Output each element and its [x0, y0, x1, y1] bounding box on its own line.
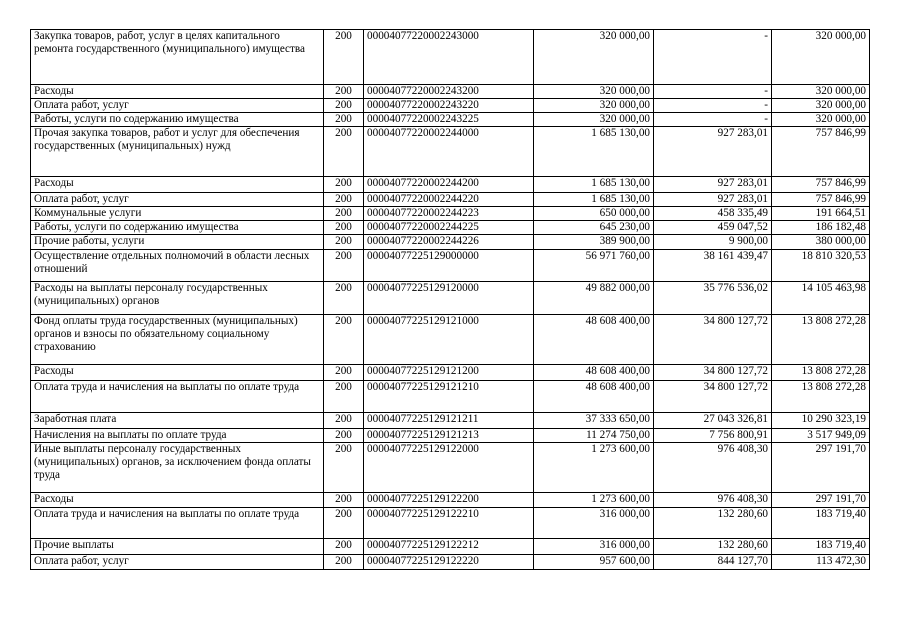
row-approved-amount: 1 685 130,00 [534, 127, 654, 177]
row-name: Оплата работ, услуг [31, 555, 324, 570]
row-line-code: 200 [324, 250, 364, 282]
row-executed-amount: 34 800 127,72 [654, 315, 772, 365]
row-approved-amount: 1 273 600,00 [534, 493, 654, 508]
row-budget-code: 00004077220002244223 [364, 207, 534, 221]
row-name: Прочая закупка товаров, работ и услуг для обеспечения государственных (муниципальных) нужд [31, 127, 324, 177]
row-name: Оплата работ, услуг [31, 99, 324, 113]
row-line-code: 200 [324, 282, 364, 315]
row-line-code: 200 [324, 193, 364, 207]
row-executed-amount: 132 280,60 [654, 539, 772, 555]
row-approved-amount: 48 608 400,00 [534, 365, 654, 381]
row-remaining-amount: 113 472,30 [772, 555, 870, 570]
row-executed-amount: - [654, 113, 772, 127]
row-approved-amount: 1 685 130,00 [534, 193, 654, 207]
row-line-code: 200 [324, 99, 364, 113]
row-remaining-amount: 757 846,99 [772, 193, 870, 207]
row-name: Расходы [31, 177, 324, 193]
row-remaining-amount: 183 719,40 [772, 539, 870, 555]
row-budget-code: 00004077225129121200 [364, 365, 534, 381]
row-budget-code: 00004077220002244226 [364, 235, 534, 250]
row-budget-code: 00004077225129122000 [364, 443, 534, 493]
table-row [31, 177, 870, 193]
row-name: Иные выплаты персоналу государственных (муниципальных) органов, за исключением фонда оплаты труда [31, 443, 324, 493]
table-body [31, 30, 870, 570]
row-remaining-amount: 297 191,70 [772, 443, 870, 493]
row-approved-amount: 48 608 400,00 [534, 315, 654, 365]
row-budget-code: 00004077225129122212 [364, 539, 534, 555]
row-approved-amount: 320 000,00 [534, 30, 654, 85]
row-executed-amount: - [654, 99, 772, 113]
row-name: Работы, услуги по содержанию имущества [31, 221, 324, 235]
row-line-code: 200 [324, 30, 364, 85]
row-approved-amount: 48 608 400,00 [534, 381, 654, 413]
row-approved-amount: 1 273 600,00 [534, 443, 654, 493]
row-approved-amount: 37 333 650,00 [534, 413, 654, 429]
row-budget-code: 00004077225129122220 [364, 555, 534, 570]
row-executed-amount: 7 756 800,91 [654, 429, 772, 443]
row-executed-amount: 9 900,00 [654, 235, 772, 250]
row-approved-amount: 650 000,00 [534, 207, 654, 221]
row-budget-code: 00004077220002244000 [364, 127, 534, 177]
row-executed-amount: 927 283,01 [654, 127, 772, 177]
row-remaining-amount: 757 846,99 [772, 177, 870, 193]
row-budget-code: 00004077225129122200 [364, 493, 534, 508]
row-budget-code: 00004077225129121213 [364, 429, 534, 443]
table-row [31, 30, 870, 85]
row-budget-code: 00004077220002244220 [364, 193, 534, 207]
table-row [31, 508, 870, 539]
row-remaining-amount: 13 808 272,28 [772, 381, 870, 413]
row-line-code: 200 [324, 113, 364, 127]
row-budget-code: 00004077225129122210 [364, 508, 534, 539]
row-line-code: 200 [324, 381, 364, 413]
row-executed-amount: 27 043 326,81 [654, 413, 772, 429]
table-row [31, 250, 870, 282]
row-approved-amount: 320 000,00 [534, 113, 654, 127]
table-row [31, 99, 870, 113]
row-name: Работы, услуги по содержанию имущества [31, 113, 324, 127]
row-executed-amount: 132 280,60 [654, 508, 772, 539]
row-line-code: 200 [324, 443, 364, 493]
row-name: Оплата работ, услуг [31, 193, 324, 207]
row-line-code: 200 [324, 235, 364, 250]
row-line-code: 200 [324, 493, 364, 508]
row-name: Закупка товаров, работ, услуг в целях капитального ремонта государственного (муниципального) имущества [31, 30, 324, 85]
row-line-code: 200 [324, 207, 364, 221]
row-line-code: 200 [324, 429, 364, 443]
table-row [31, 193, 870, 207]
row-remaining-amount: 13 808 272,28 [772, 365, 870, 381]
row-line-code: 200 [324, 85, 364, 99]
row-approved-amount: 320 000,00 [534, 85, 654, 99]
table-row [31, 113, 870, 127]
row-line-code: 200 [324, 365, 364, 381]
row-executed-amount: 458 335,49 [654, 207, 772, 221]
row-name: Прочие выплаты [31, 539, 324, 555]
table-row [31, 539, 870, 555]
row-remaining-amount: 320 000,00 [772, 113, 870, 127]
row-budget-code: 00004077225129120000 [364, 282, 534, 315]
row-budget-code: 00004077225129121210 [364, 381, 534, 413]
row-name: Заработная плата [31, 413, 324, 429]
row-executed-amount: 35 776 536,02 [654, 282, 772, 315]
row-executed-amount: - [654, 85, 772, 99]
row-remaining-amount: 183 719,40 [772, 508, 870, 539]
row-budget-code: 00004077220002243225 [364, 113, 534, 127]
table-row [31, 127, 870, 177]
row-line-code: 200 [324, 555, 364, 570]
row-name: Оплата труда и начисления на выплаты по оплате труда [31, 508, 324, 539]
row-name: Фонд оплаты труда государственных (муниципальных) органов и взносы по обязательному социальному страхованию [31, 315, 324, 365]
table-row [31, 365, 870, 381]
row-budget-code: 00004077220002244225 [364, 221, 534, 235]
row-remaining-amount: 191 664,51 [772, 207, 870, 221]
row-budget-code: 00004077225129121000 [364, 315, 534, 365]
row-name: Расходы на выплаты персоналу государственных (муниципальных) органов [31, 282, 324, 315]
row-remaining-amount: 757 846,99 [772, 127, 870, 177]
row-remaining-amount: 13 808 272,28 [772, 315, 870, 365]
row-remaining-amount: 380 000,00 [772, 235, 870, 250]
row-executed-amount: 34 800 127,72 [654, 365, 772, 381]
row-executed-amount: 927 283,01 [654, 177, 772, 193]
row-budget-code: 00004077220002243200 [364, 85, 534, 99]
row-remaining-amount: 3 517 949,09 [772, 429, 870, 443]
row-executed-amount: 34 800 127,72 [654, 381, 772, 413]
row-approved-amount: 316 000,00 [534, 539, 654, 555]
row-remaining-amount: 297 191,70 [772, 493, 870, 508]
table-row [31, 429, 870, 443]
row-name: Коммунальные услуги [31, 207, 324, 221]
budget-execution-table [30, 29, 870, 570]
row-budget-code: 00004077220002243220 [364, 99, 534, 113]
row-name: Осуществление отдельных полномочий в области лесных отношений [31, 250, 324, 282]
row-line-code: 200 [324, 539, 364, 555]
row-approved-amount: 11 274 750,00 [534, 429, 654, 443]
table-row [31, 207, 870, 221]
table-row [31, 413, 870, 429]
row-remaining-amount: 320 000,00 [772, 30, 870, 85]
table-row [31, 381, 870, 413]
table-row [31, 443, 870, 493]
row-executed-amount: 976 408,30 [654, 443, 772, 493]
row-approved-amount: 1 685 130,00 [534, 177, 654, 193]
row-executed-amount: 38 161 439,47 [654, 250, 772, 282]
row-remaining-amount: 14 105 463,98 [772, 282, 870, 315]
table-row [31, 85, 870, 99]
row-line-code: 200 [324, 221, 364, 235]
row-line-code: 200 [324, 413, 364, 429]
row-remaining-amount: 186 182,48 [772, 221, 870, 235]
row-approved-amount: 645 230,00 [534, 221, 654, 235]
row-approved-amount: 316 000,00 [534, 508, 654, 539]
table-row [31, 555, 870, 570]
row-budget-code: 00004077225129000000 [364, 250, 534, 282]
row-executed-amount: 927 283,01 [654, 193, 772, 207]
row-line-code: 200 [324, 177, 364, 193]
row-name: Расходы [31, 493, 324, 508]
row-name: Расходы [31, 365, 324, 381]
row-executed-amount: 459 047,52 [654, 221, 772, 235]
row-budget-code: 00004077220002244200 [364, 177, 534, 193]
row-line-code: 200 [324, 127, 364, 177]
row-name: Расходы [31, 85, 324, 99]
row-executed-amount: - [654, 30, 772, 85]
row-remaining-amount: 320 000,00 [772, 99, 870, 113]
table-row [31, 493, 870, 508]
row-name: Оплата труда и начисления на выплаты по оплате труда [31, 381, 324, 413]
row-budget-code: 00004077220002243000 [364, 30, 534, 85]
row-line-code: 200 [324, 508, 364, 539]
row-executed-amount: 976 408,30 [654, 493, 772, 508]
row-approved-amount: 320 000,00 [534, 99, 654, 113]
table-row [31, 235, 870, 250]
row-approved-amount: 49 882 000,00 [534, 282, 654, 315]
row-remaining-amount: 320 000,00 [772, 85, 870, 99]
row-line-code: 200 [324, 315, 364, 365]
row-approved-amount: 957 600,00 [534, 555, 654, 570]
row-approved-amount: 56 971 760,00 [534, 250, 654, 282]
row-name: Прочие работы, услуги [31, 235, 324, 250]
row-remaining-amount: 10 290 323,19 [772, 413, 870, 429]
row-budget-code: 00004077225129121211 [364, 413, 534, 429]
row-name: Начисления на выплаты по оплате труда [31, 429, 324, 443]
table-row [31, 282, 870, 315]
row-remaining-amount: 18 810 320,53 [772, 250, 870, 282]
row-executed-amount: 844 127,70 [654, 555, 772, 570]
table-row [31, 315, 870, 365]
table-row [31, 221, 870, 235]
row-approved-amount: 389 900,00 [534, 235, 654, 250]
